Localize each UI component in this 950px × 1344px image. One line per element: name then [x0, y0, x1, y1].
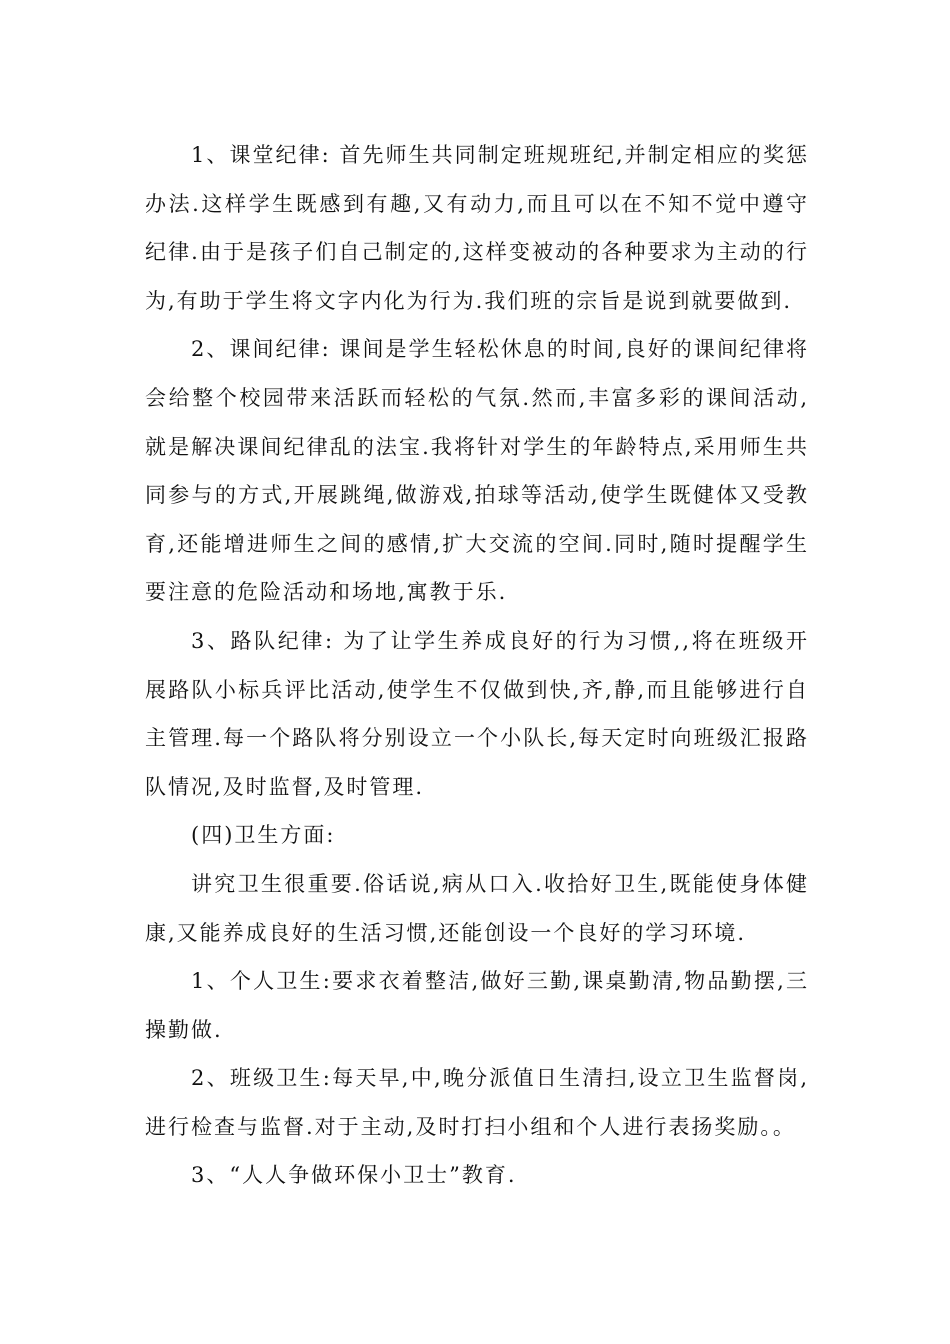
document-body — [145, 131, 809, 1200]
section-heading-hygiene: (四)卫生方面: — [191, 823, 336, 848]
paragraph-classroom-discipline: 1、课堂纪律: 首先师生共同制定班规班纪,并制定相应的奖惩办法.这样学生既感到有趣,又有动力,而且可以在不知不觉中遵守纪律.由于是孩子们自己制定的,这样变被动的各种要求为主动的行为,有助于学生将文字内化为行为.我们班的宗旨是说到就要做到. — [145, 143, 809, 313]
paragraph-break-discipline: 2、课间纪律: 课间是学生轻松休息的时间,良好的课间纪律将会给整个校园带来活跃而轻松的气氛.然而,丰富多彩的课间活动,就是解决课间纪律乱的法宝.我将针对学生的年龄特点,采用师生共同参与的方式,开展跳绳,做游戏,拍球等活动,使学生既健体又受教育,还能增进师生之间的感情,扩大交流的空间.同时,随时提醒学生要注意的危险活动和场地,寓教于乐. — [145, 337, 809, 605]
paragraph-line-discipline: 3、路队纪律: 为了让学生养成良好的行为习惯,,将在班级开展路队小标兵评比活动,使学生不仅做到快,齐,静,而且能够进行自主管理.每一个路队将分别设立一个小队长,每天定时向班级汇报路队情况,及时监督,及时管理. — [145, 628, 809, 799]
paragraph-environmental-education: 3、“人人争做环保小卫士”教育. — [191, 1163, 517, 1188]
paragraph-hygiene-intro: 讲究卫生很重要.俗话说,病从口入.收拾好卫生,既能使身体健康,又能养成良好的生活习惯,还能创设一个良好的学习环境. — [145, 871, 809, 945]
paragraph-personal-hygiene: 1、个人卫生:要求衣着整洁,做好三勤,课桌勤清,物品勤摆,三操勤做. — [145, 969, 809, 1042]
paragraph-class-hygiene: 2、班级卫生:每天早,中,晚分派值日生清扫,设立卫生监督岗,进行检查与监督.对于主动,及时打扫小组和个人进行表扬奖励。。 — [145, 1066, 809, 1139]
